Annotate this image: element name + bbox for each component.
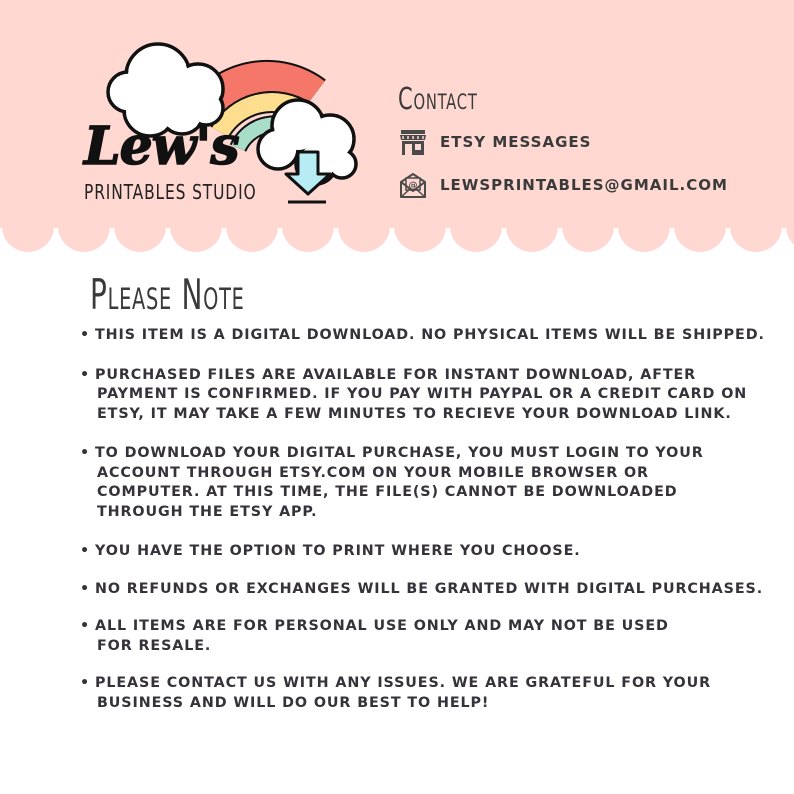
note-item xyxy=(80,366,748,425)
note-item xyxy=(80,674,740,713)
contact-etsy-messages[interactable] xyxy=(398,127,591,157)
bullet-point: • xyxy=(80,366,91,383)
note-text-line: PLEASE CONTACT US WITH ANY ISSUES. WE ARE GRATEFUL FOR YOUR xyxy=(95,675,712,691)
bullet-point: • xyxy=(80,543,91,559)
please-note-heading: Please Note xyxy=(90,270,245,319)
contact-email[interactable] xyxy=(398,170,728,200)
note-text-line: BUSINESS AND WILL DO OUR BEST TO HELP! xyxy=(97,694,490,711)
contact-etsy-label: ETSY MESSAGES xyxy=(440,133,592,151)
note-text-line: YOU HAVE THE OPTION TO PRINT WHERE YOU CHOOSE. xyxy=(95,543,581,559)
note-text-line: ALL ITEMS ARE FOR PERSONAL USE ONLY AND MAY NOT BE USED xyxy=(95,618,669,634)
bullet-point: • xyxy=(80,675,91,691)
svg-text:@: @ xyxy=(408,181,418,191)
note-text-line: TO DOWNLOAD YOUR DIGITAL PURCHASE, YOU MUST LOGIN TO YOUR xyxy=(95,445,704,461)
note-item xyxy=(80,444,740,522)
brand-wordmark: Lew's xyxy=(84,116,239,177)
note-text-line: ETSY, IT MAY TAKE A FEW MINUTES TO RECIEVE YOUR DOWNLOAD LINK. xyxy=(97,405,732,422)
note-text-line: FOR RESALE. xyxy=(97,637,212,654)
note-item xyxy=(80,542,740,562)
note-item xyxy=(80,617,740,656)
note-text-line: COMPUTER. AT THIS TIME, THE FILE(S) CANNOT BE DOWNLOADED xyxy=(97,484,678,500)
bullet-point: • xyxy=(80,327,91,343)
brand-subtitle: PRINTABLES STUDIO xyxy=(84,180,257,204)
email-envelope-icon xyxy=(398,170,428,200)
notes-list xyxy=(80,326,765,713)
bullet-point: • xyxy=(80,580,91,597)
note-text-line: THIS ITEM IS A DIGITAL DOWNLOAD. NO PHYSICAL ITEMS WILL BE SHIPPED. xyxy=(95,327,765,343)
storefront-icon xyxy=(398,127,428,157)
note-text-line: NO REFUNDS OR EXCHANGES WILL BE GRANTED WITH DIGITAL PURCHASES. xyxy=(95,580,764,597)
header-banner xyxy=(0,0,794,255)
contact-heading: Contact xyxy=(398,82,478,117)
note-text-line: PURCHASED FILES ARE AVAILABLE FOR INSTANT DOWNLOAD, AFTER xyxy=(95,366,697,383)
bullet-point: • xyxy=(80,618,91,634)
bullet-point: • xyxy=(80,445,91,461)
note-text-line: PAYMENT IS CONFIRMED. IF YOU PAY WITH PAYPAL OR A CREDIT CARD ON xyxy=(97,386,748,402)
note-text-line: THROUGH THE ETSY APP. xyxy=(97,503,318,520)
note-text-line: ACCOUNT THROUGH ETSY.COM ON YOUR MOBILE BROWSER OR xyxy=(97,464,649,481)
contact-email-label: LEWSPRINTABLES@GMAIL.COM xyxy=(440,176,728,194)
note-item xyxy=(80,580,764,600)
note-item xyxy=(80,326,765,346)
